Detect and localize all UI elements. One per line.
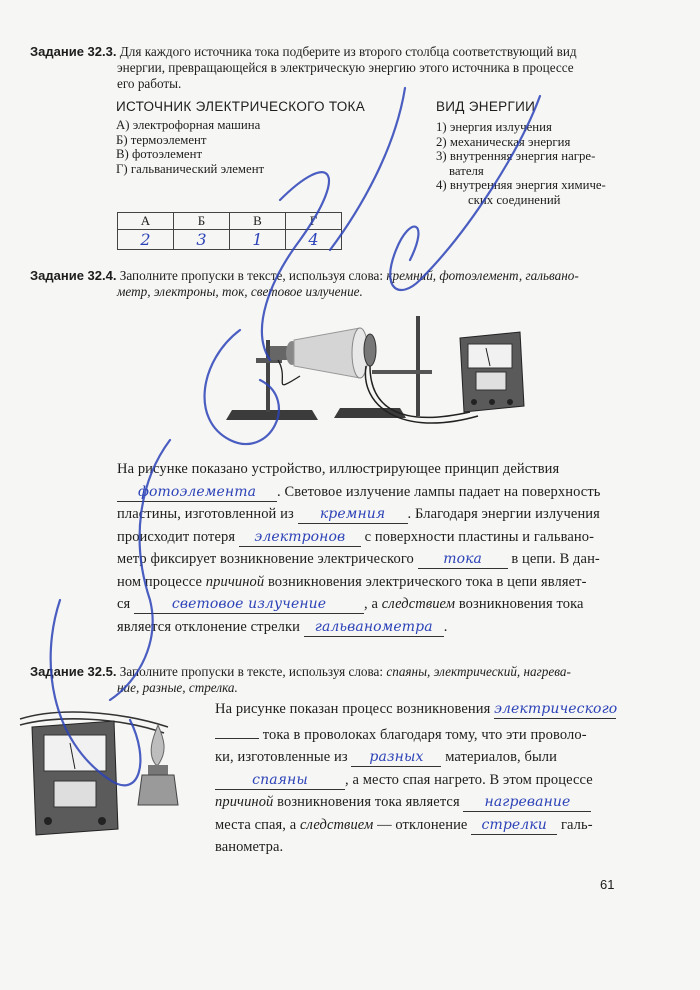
text: является отклонение стрелки — [117, 618, 300, 635]
text: На рисунке показано устройство, иллюстрирующее принцип действия — [117, 461, 560, 477]
prompt-line-3: его работы. — [117, 76, 182, 91]
answer-blank-needle[interactable]: стрелки — [471, 817, 557, 835]
task-32-3-prompt — [30, 44, 670, 60]
answer-blank-galvanometer[interactable]: гальванометра — [304, 619, 444, 637]
text: галь- — [560, 816, 593, 833]
text-line — [117, 571, 627, 594]
text: в цепи. В дан- — [511, 551, 600, 567]
italic-text: следствием — [381, 596, 456, 612]
text: с поверхности пластины и гальвано- — [364, 528, 595, 545]
task-32-4-prompt — [30, 268, 670, 284]
text-line — [117, 458, 627, 481]
list-item: 4) внутренняя энергия химиче- — [436, 178, 606, 192]
text: ся — [117, 596, 131, 612]
text-line — [215, 814, 655, 837]
prompt-line-2: энергии, превращающейся в электрическую энергию этого источника в процессе — [117, 60, 574, 75]
answer-blank-current[interactable]: тока — [418, 551, 508, 569]
italic-text: причиной — [205, 573, 265, 590]
text: материалов, были — [445, 749, 557, 765]
task-32-4-text — [117, 458, 627, 638]
text: возникновения тока — [458, 596, 584, 612]
italic-text: причиной — [215, 794, 274, 810]
text-line — [215, 698, 655, 721]
word-list: кремний, фотоэлемент, гальвано- — [386, 268, 579, 283]
list-item: А) электрофорная машина — [116, 118, 261, 132]
text-line — [215, 721, 655, 747]
text-line — [117, 481, 627, 504]
text-line — [117, 593, 627, 616]
text: происходит потеря — [117, 528, 236, 545]
left-column-items — [116, 118, 264, 176]
italic-text: следствием — [300, 816, 374, 833]
text-line — [117, 616, 627, 639]
text-line — [117, 526, 627, 549]
text-line — [117, 503, 627, 526]
text: места спая, а — [215, 816, 297, 833]
left-column-header: ИСТОЧНИК ЭЛЕКТРИЧЕСКОГО ТОКА — [116, 99, 366, 114]
answer-blank-light-radiation[interactable]: световое излучение — [134, 596, 364, 614]
text: ванометра. — [215, 839, 284, 855]
table-header-cell: В — [230, 213, 286, 230]
list-item: Г) гальванический элемент — [116, 161, 265, 176]
answer-blank-soldered[interactable]: спаяны — [215, 772, 345, 790]
task-32-5-label: Задание 32.5. — [30, 664, 117, 679]
text: метр фиксирует возникновение электрического — [117, 551, 414, 567]
list-item: вателя — [449, 163, 484, 178]
text-line — [215, 791, 655, 814]
text: ном процессе — [117, 573, 203, 590]
text: , а — [364, 596, 379, 612]
page-number: 61 — [600, 877, 615, 892]
text: . — [443, 618, 448, 635]
task-32-5-text — [215, 698, 655, 859]
word-list: спаяны, электрический, нагрева- — [386, 664, 571, 679]
text-line — [215, 769, 655, 792]
answer-blank-different[interactable]: разных — [351, 749, 441, 767]
text: возникновения электрического тока в цепи являет- — [267, 573, 587, 590]
word-list-2 — [117, 284, 363, 300]
list-item: 3) внутренняя энергия нагре- — [436, 149, 596, 163]
answer-cell[interactable]: 1 — [230, 230, 286, 250]
text: тока в проволоках благодаря тому, что эти проволо- — [262, 726, 587, 743]
word-list-2 — [117, 680, 238, 696]
text: На рисунке показан процесс возникновения — [215, 701, 491, 717]
text: возникновения тока является — [277, 794, 460, 810]
list-item: ских соединений — [468, 192, 561, 207]
answer-blank-silicon[interactable]: кремния — [298, 506, 408, 524]
task-32-5-prompt — [30, 664, 670, 680]
text: — отклонение — [377, 816, 468, 833]
table-header-cell: Г — [286, 213, 342, 230]
prompt-line: Для каждого источника тока подберите из второго столбца соответствующий вид — [119, 44, 577, 59]
answer-cell[interactable]: 3 — [174, 230, 230, 250]
prompt-text: Заполните пропуски в тексте, используя слова: — [119, 268, 384, 283]
text: , а место спая нагрето. В этом процессе — [345, 771, 593, 788]
text: . Световое излучение лампы падает на поверхность — [277, 483, 601, 500]
blank-continuation — [215, 721, 259, 739]
answer-blank-heating[interactable]: нагревание — [463, 794, 591, 812]
text-line — [215, 836, 655, 859]
word-list: метр, электроны, ток, световое излучение. — [117, 284, 363, 299]
text: пластины, изготовленной из — [117, 506, 294, 522]
list-item: 1) энергия излучения — [436, 120, 552, 134]
prompt-text: Заполните пропуски в тексте, используя слова: — [119, 664, 384, 679]
table-header-cell: А — [118, 213, 174, 230]
table-header-cell: Б — [174, 213, 230, 230]
text: ки, изготовленные из — [215, 749, 348, 765]
answer-blank-photoelement[interactable]: фотоэлемента — [117, 484, 277, 502]
thermocouple-illustration — [18, 705, 188, 855]
text: . Благодаря энергии излучения — [407, 506, 600, 522]
task-32-4-label: Задание 32.4. — [30, 268, 117, 283]
answer-cell[interactable]: 2 — [118, 230, 174, 250]
answer-blank-electrons[interactable]: электронов — [239, 529, 361, 547]
list-item: Б) термоэлемент — [116, 132, 207, 147]
answer-table — [117, 212, 342, 250]
photoelement-apparatus-illustration — [220, 310, 540, 440]
text-line — [215, 746, 655, 769]
right-column-items — [436, 120, 606, 207]
list-item: В) фотоэлемент — [116, 147, 203, 161]
right-column-header: ВИД ЭНЕРГИИ — [436, 99, 536, 114]
text-line — [117, 548, 627, 571]
word-list: ние, разные, стрелка. — [117, 680, 238, 695]
task-32-3-label: Задание 32.3. — [30, 44, 117, 59]
list-item: 2) механическая энергия — [436, 134, 571, 149]
answer-blank-electric[interactable]: электрического — [494, 701, 618, 717]
answer-cell[interactable]: 4 — [286, 230, 342, 250]
